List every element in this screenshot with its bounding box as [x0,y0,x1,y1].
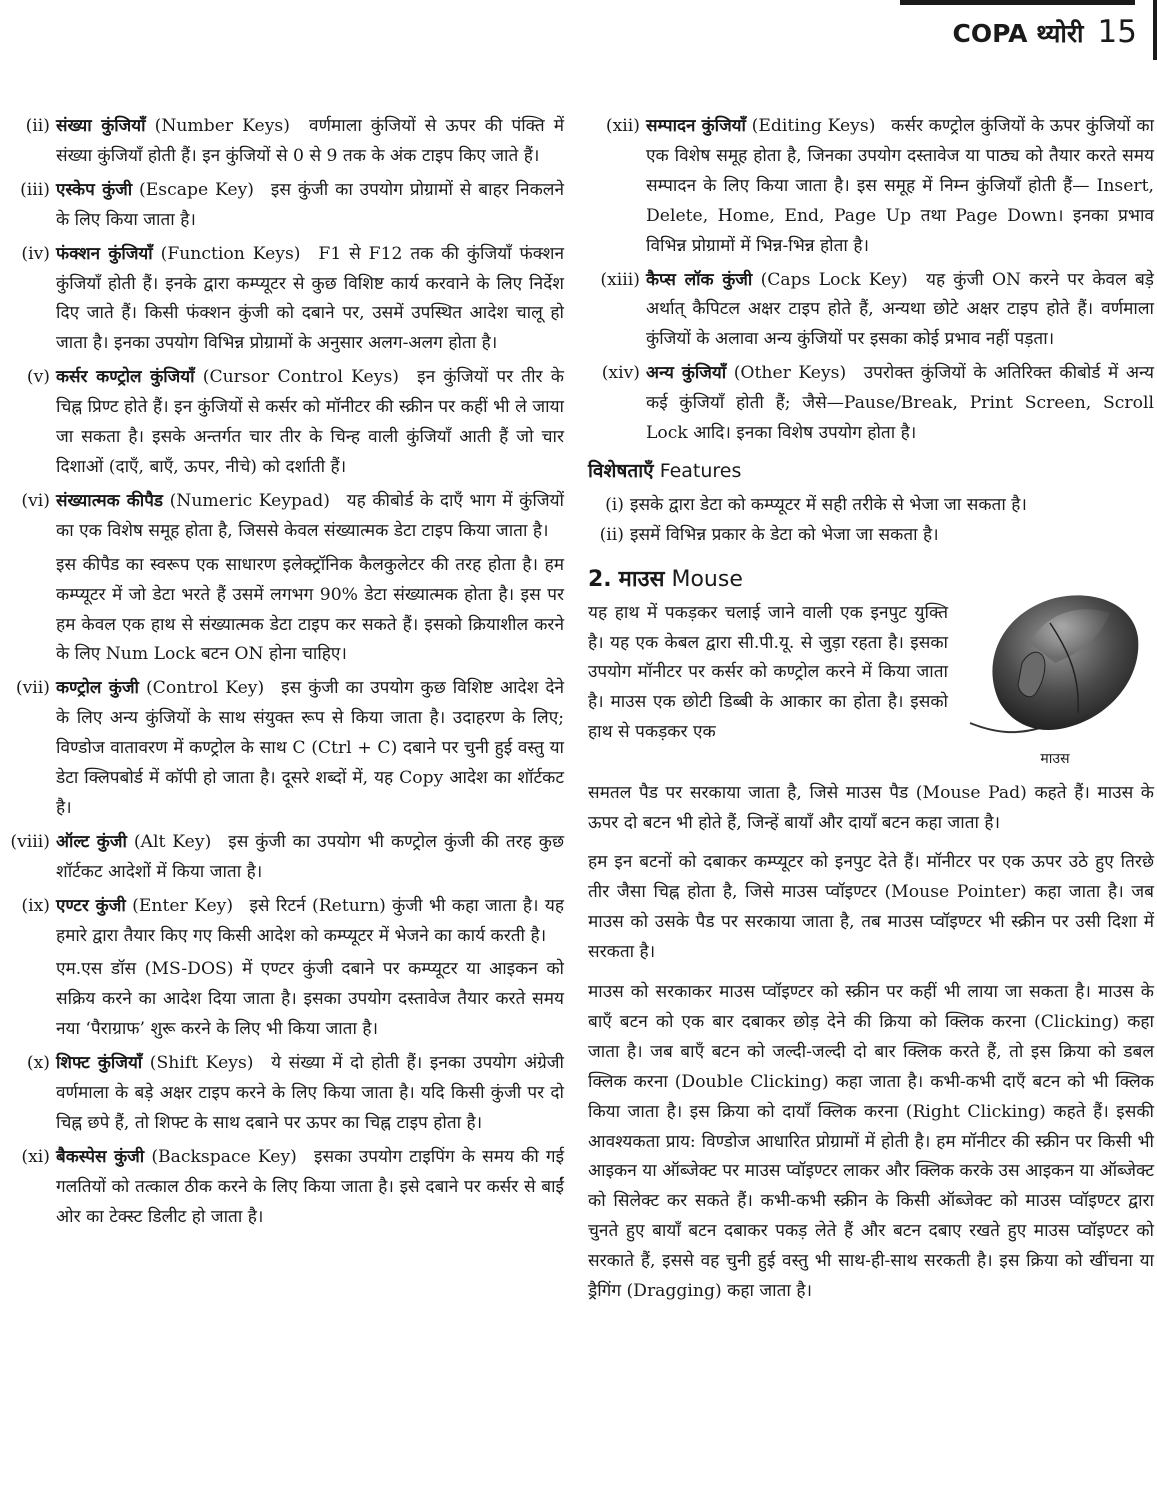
item-text: यह कुंजी ON करने पर केवल बड़े अर्थात् कैपिटल अक्षर टाइप होते हैं, अन्यथा छोटे अक्षर टाइप होते हैं। वर्णमाला कुंजियों के अलावा अन्य कुंजियों पर इसका कोई प्रभाव नहीं पड़ता। [646,269,1154,350]
item-body [56,112,564,172]
feature-label: (i) [605,494,624,515]
item-text: इन कुंजियों पर तीर के चिह्न प्रिण्ट होते हैं। इन कुंजियों से कर्सर को मॉनीटर की स्क्रीन पर कहीं भी ले जाया जा सकता है। इसके अन्तर्गत चार तीर के चिन्ह वाली कुंजियाँ आती हैं जो चार दिशाओं (दाएँ, बाएँ, ऊपर, नीचे) को दर्शाती हैं। [56,367,564,477]
left-key-list-2 [4,674,564,951]
item-body [646,266,1154,356]
mouse-clicking-paragraph: माउस को सरकाकर माउस प्वॉइण्टर को स्क्रीन पर कहीं भी लाया जा सकता है। माउस के बाएँ बटन को एक बार दबाकर छोड़ देने की क्रिया को क्लिक करना (Clicking) कहा जाता है। जब बाएँ बटन को जल्दी-जल्दी दो बार क्लिक करते हैं, तो इस क्रिया को डबल क्लिक करना (Double Clicking) कहा जाता है। कभी-कभी दाएँ बटन को भी क्लिक किया जाता है। इस क्रिया को दायाँ क्लिक करना (Right Clicking) कहते हैं। इसकी आवश्यकता प्राय: विण्डोज आधारित प्रोग्रामों में होती है। हम मॉनीटर की स्क्रीन पर किसी भी आइकन या ऑब्जेक्ट पर माउस प्वॉइण्टर लाकर और क्लिक करके उस आइकन या ऑब्जेक्ट को सिलेक्ट कर सकते हैं। कभी-कभी स्क्रीन के किसी ऑब्जेक्ट को माउस प्वॉइण्टर द्वारा चुनते हुए बायाँ बटन दबाकर पकड़ लेते हैं और बटन दबाए रखते हुए माउस प्वॉइण्टर को सरकाते हैं, इससे वह चुनी हुई वस्तु भी साथ-ही-साथ सरकती है। इस क्रिया को खींचना या ड्रैगिंग (Dragging) कहा जाता है। [588,982,1154,1302]
numpad-paragraph: इस कीपैड का स्वरूप एक साधारण इलेक्ट्रॉनिक कैलकुलेटर की तरह होता है। हम कम्प्यूटर में जो डेटा भरते हैं उसमें लगभग 90% डेटा संख्यात्मक होता है। इस पर हम केवल एक हाथ से संख्यात्मक डेटा टाइप कर सकते हैं। इसको क्रियाशील करने के लिए Num Lock बटन ON होना चाहिए। [56,554,564,665]
item-term-en: (Caps Lock Key) [760,269,908,290]
item-term: संख्यात्मक कीपैड [56,490,163,511]
item-term-en: (Enter Key) [132,895,234,916]
mouse-title: माउस [618,566,665,592]
item-term-en: (Shift Keys) [149,1053,254,1074]
feature-label: (ii) [599,524,624,545]
key-item [4,674,564,824]
item-label: (iii) [20,179,50,200]
header-rule [900,0,1135,5]
item-text: वर्णमाला कुंजियों से ऊपर की पंक्ति में संख्या कुंजियाँ होती हैं। इन कुंजियों से 0 से 9 तक के अंक टाइप किए जाते हैं। [56,116,565,166]
item-text: कर्सर कण्ट्रोल कुंजियों के ऊपर कुंजियों का एक विशेष समूह होता है, जिनका उपयोग दस्तावेज या पाठ्य को तैयार करते समय सम्पादन के लिए किया जाता है। इस समूह में निम्न कुंजियाँ होती हैं— Insert, Delete, Home, End, Page Up तथा Page Down। इनका प्रभाव विभिन्न प्रोग्रामों में भिन्न-भिन्न होता है। [646,116,1154,256]
key-item [4,176,564,236]
item-text: इस कुंजी का उपयोग प्रोग्रामों से बाहर निकलने के लिए किया जाता है। [56,179,564,230]
item-label: (xi) [21,1146,50,1167]
item-label: (ii) [25,116,50,136]
item-body [56,240,564,360]
key-item [4,363,564,483]
item-body [56,487,564,547]
item-label: (x) [26,1053,50,1074]
item-term: संख्या कुंजियाँ [56,116,146,136]
item-label: (xiii) [600,269,640,290]
right-column [588,112,1154,1317]
item-term-en: (Other Keys) [733,363,847,384]
item-term: एस्केप कुंजी [56,179,133,200]
item-term: शिफ्ट कुंजियाँ [56,1053,143,1074]
key-item [588,359,1154,449]
mouse-continued: समतल पैड पर सरकाया जाता है, जिसे माउस पैड (Mouse Pad) कहते हैं। माउस के ऊपर दो बटन भी होते हैं, जिन्हें बायाँ और दायाँ बटन कहा जाता है। [588,782,1154,833]
item-body [56,674,564,824]
mouse-caption: माउस [1040,750,1070,767]
item-term-en: (Editing Keys) [751,116,876,136]
features-heading [588,457,1154,487]
item-term: ऑल्ट कुंजी [56,831,127,852]
item-term-en: (Escape Key) [139,179,254,200]
item-term: अन्य कुंजियाँ [646,363,727,384]
left-column [4,112,564,1237]
left-key-list-3 [4,1049,564,1232]
item-label: (xiv) [601,363,640,384]
mouse-section-number: 2. [588,566,612,592]
feature-item [588,491,1154,521]
item-term-en: (Alt Key) [133,831,212,852]
key-item [4,112,564,172]
item-text: F1 से F12 तक की कुंजियाँ फंक्शन कुंजियाँ होती हैं। इनके द्वारा कम्प्यूटर से कुछ विशिष्ट कार्य करवाने के लिए निर्देश दिए जाते हैं। किसी फंक्शन कुंजी को दबाने पर, उसमें उपस्थित आदेश चालू हो जाता है। इनका उपयोग विभिन्न प्रोग्रामों के अनुसार अलग-अलग होता है। [56,243,565,354]
item-label: (v) [26,367,50,388]
item-term-en: (Numeric Keypad) [169,490,331,511]
key-item [4,892,564,952]
item-text: इसे रिटर्न (Return) कुंजी भी कहा जाता है। यह हमारे द्वारा तैयार किए गए किसी आदेश को कम्प्यूटर में भेजने का कार्य करती है। [56,895,564,946]
item-term-en: (Backspace Key) [151,1146,297,1167]
item-term: कण्ट्रोल कुंजी [56,678,139,699]
key-item [4,487,564,547]
item-text: ये संख्या में दो होती हैं। इनका उपयोग अंग्रेजी वर्णमाला के बड़े अक्षर टाइप करने के लिए किया जाता है। यदि किसी कुंजी पर दो चिह्न छपे हैं, तो शिफ्ट के साथ दबाने पर ऊपर का चिह्न टाइप होता है। [56,1053,564,1133]
item-term: बैकस्पेस कुंजी [56,1146,145,1167]
item-label: (ix) [21,895,50,916]
feature-text: इसमें विभिन्न प्रकार के डेटा को भेजा जा सकता है। [630,524,939,545]
item-term-en: (Control Key) [145,678,265,699]
page-number: 15 [1097,13,1137,50]
item-term: कैप्स लॉक कुंजी [646,269,753,290]
item-body [646,112,1154,262]
header-divider [1153,0,1157,60]
mouse-title-en: Mouse [671,566,743,592]
features-list [588,491,1154,551]
item-body [56,176,564,236]
item-text: उपरोक्त कुंजियों के अतिरिक्त कीबोर्ड में अन्य कई कुंजियाँ होती हैं; जैसे—Pause/Break, Print Screen, Scroll Lock आदि। इनका विशेष उपयोग होता है। [646,363,1154,444]
item-body [56,363,564,483]
mouse-intro-block [588,599,1154,779]
item-text: यह कीबोर्ड के दाएँ भाग में कुंजियों का एक विशेष समूह होता है, जिससे केवल संख्यात्मक डेटा टाइप किया जाता है। [56,490,565,541]
item-label: (viii) [10,831,50,852]
book-title: COPA थ्योरी [952,18,1084,48]
item-text: इस कुंजी का उपयोग कुछ विशिष्ट आदेश देने के लिए अन्य कुंजियों के साथ संयुक्त रूप से किया जाता है। उदाहरण के लिए; विण्डोज वातावरण में कण्ट्रोल के साथ C (Ctrl + C) दबाने पर चुनी हुई वस्तु या डेटा क्लिपबोर्ड में कॉपी हो जाता है। दूसरे शब्दों में, यह Copy आदेश का शॉर्टकट है। [56,678,564,818]
item-body [56,1143,564,1233]
item-term: सम्पादन कुंजियाँ [646,116,746,136]
item-term-en: (Cursor Control Keys) [202,367,399,388]
item-label: (vii) [15,678,50,699]
item-text: इसका उपयोग टाइपिंग के समय की गई गलतियों को तत्काल ठीक करने के लिए किया जाता है। इसे दबाने पर कर्सर से बाईं ओर का टेक्स्ट डिलीट हो जाता है। [56,1146,565,1227]
key-item [588,266,1154,356]
right-key-list [588,112,1154,449]
key-item [4,1049,564,1139]
key-item [4,240,564,360]
feature-text: इसके द्वारा डेटा को कम्प्यूटर में सही तरीके से भेजा जा सकता है। [630,494,1027,515]
page-header [897,0,1157,55]
item-text: इस कुंजी का उपयोग भी कण्ट्रोल कुंजी की तरह कुछ शॉर्टकट आदेशों में किया जाता है। [56,831,564,882]
mouse-pointer-paragraph: हम इन बटनों को दबाकर कम्प्यूटर को इनपुट देते हैं। मॉनीटर पर एक ऊपर उठे हुए तिरछे तीर जैसा चिह्न होता है, जिसे माउस प्वॉइण्टर (Mouse Pointer) कहा जाता है। जब माउस को उसके पैड पर सरकाया जाता है, तब माउस प्वॉइण्टर भी स्क्रीन पर उसी दिशा में सरकता है। [588,852,1154,963]
key-item [4,828,564,888]
item-body [646,359,1154,449]
enter-paragraph: एम.एस डॉस (MS-DOS) में एण्टर कुंजी दबाने पर कम्प्यूटर या आइकन को सक्रिय करने का आदेश दिया जाता है। इसका उपयोग दस्तावेज तैयार करते समय नया ‘पैराग्राफ’ शुरू करने के लिए भी किया जाता है। [56,959,564,1040]
item-body [56,892,564,952]
item-term: फंक्शन कुंजियाँ [56,243,153,264]
item-body [56,828,564,888]
key-item [4,1143,564,1233]
item-body [56,1049,564,1139]
feature-item [588,521,1154,551]
key-item [588,112,1154,262]
item-term-en: (Number Keys) [154,116,290,136]
item-label: (vi) [21,490,50,511]
item-label: (iv) [21,243,50,264]
item-label: (xii) [605,116,640,136]
left-key-list [4,112,564,547]
features-title-en: Features [659,459,742,482]
item-term: एण्टर कुंजी [56,895,126,916]
mouse-figure [960,583,1150,771]
mouse-intro: यह हाथ में पकड़कर चलाई जाने वाली एक इनपुट युक्ति है। यह एक केबल द्वारा सी.पी.यू. से जुड़ा रहता है। इसका उपयोग मॉनीटर पर कर्सर को कण्ट्रोल करने में किया जाता है। माउस एक छोटी डिब्बी के आकार का होता है। इसको हाथ से पकड़कर एक [588,602,948,743]
mouse-image [960,583,1150,743]
features-title: विशेषताएँ [588,459,654,482]
item-term-en: (Function Keys) [160,243,301,264]
item-term: कर्सर कण्ट्रोल कुंजियाँ [56,367,195,388]
